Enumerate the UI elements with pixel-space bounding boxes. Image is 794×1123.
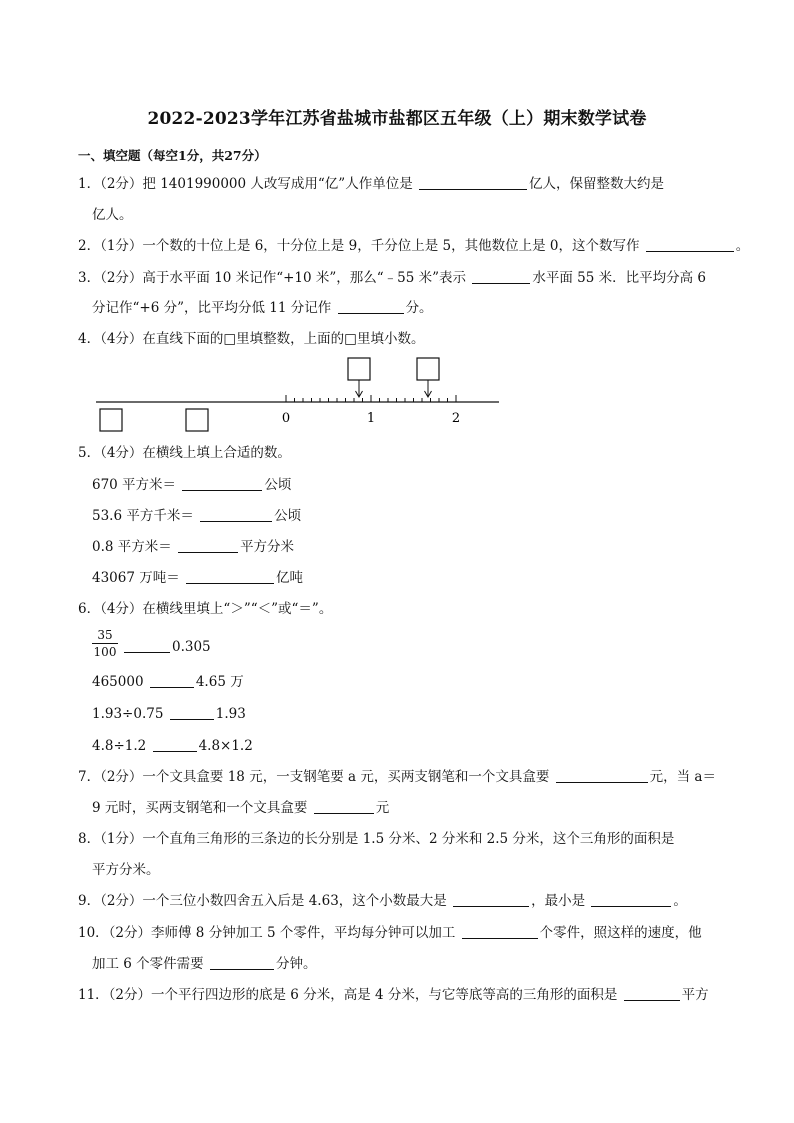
question-10-cont: 加工 6 个零件需要 分钟。	[92, 956, 317, 972]
fraction-numerator: 35	[92, 628, 118, 644]
question-8: 8．（1分）一个直角三角形的三条边的长分别是 1.5 分米、2 分米和 2.5 分米，这个三角形的面积是	[78, 831, 675, 847]
answer-blank[interactable]	[182, 476, 262, 491]
question-3-cont: 分记作“+6 分”，比平均分低 11 分记作 分。	[92, 300, 433, 316]
answer-blank[interactable]	[646, 237, 734, 252]
answer-blank[interactable]	[186, 569, 274, 584]
answer-blank[interactable]	[150, 673, 194, 688]
answer-blank[interactable]	[453, 892, 529, 907]
question-3: 3．（2分）高于水平面 10 米记作“+10 米”，那么“﹣55 米”表示 水平面 55 米．比平均分高 6	[78, 270, 706, 286]
answer-blank[interactable]	[624, 986, 680, 1001]
question-6: 6．（4分）在横线里填上“＞”“＜”或“＝”。	[78, 601, 333, 617]
conversion-row: 670 平方米＝ 公顷	[92, 477, 292, 493]
question-10: 10．（2分）李师傅 8 分钟加工 5 个零件，平均每分钟可以加工 个零件，照这样的速度，他	[78, 925, 702, 941]
tick-marks	[286, 395, 456, 402]
compare-row: 4.8÷1.2 4.8×1.2	[92, 738, 253, 754]
compare-row: 0.305	[122, 638, 211, 656]
integer-answer-box[interactable]	[186, 409, 208, 431]
page-title: 2022-2023学年江苏省盐城市盐都区五年级（上）期末数学试卷	[147, 109, 647, 129]
answer-blank[interactable]	[200, 507, 272, 522]
answer-blank[interactable]	[556, 768, 648, 783]
question-2: 2．（1分）一个数的十位上是 6，十分位上是 9，千分位上是 5，其他数位上是 0，这个数写作 。	[78, 238, 750, 254]
tick-label: 0	[281, 411, 291, 426]
answer-blank[interactable]	[153, 737, 197, 752]
answer-blank[interactable]	[591, 892, 671, 907]
answer-blank[interactable]	[314, 799, 374, 814]
question-1-cont: 亿人。	[92, 207, 133, 223]
conversion-row: 43067 万吨＝ 亿吨	[92, 570, 304, 586]
number-line-figure	[90, 352, 510, 432]
question-11: 11．（2分）一个平行四边形的底是 6 分米，高是 4 分米，与它等底等高的三角形的面积是 平方	[78, 987, 709, 1003]
question-9: 9．（2分）一个三位小数四舍五入后是 4.63，这个小数最大是 ，最小是 。	[78, 893, 687, 909]
question-8-cont: 平方分米。	[92, 862, 160, 878]
integer-answer-box[interactable]	[100, 409, 122, 431]
answer-blank[interactable]	[472, 269, 530, 284]
tick-label: 2	[451, 411, 461, 426]
decimal-answer-box[interactable]	[348, 358, 370, 380]
tick-label: 1	[366, 411, 376, 426]
answer-blank[interactable]	[124, 638, 170, 653]
answer-blank[interactable]	[178, 538, 238, 553]
compare-row: 1.93÷0.75 1.93	[92, 706, 246, 722]
question-4: 4．（4分）在直线下面的□里填整数，上面的□里填小数。	[78, 331, 425, 347]
question-7: 7．（2分）一个文具盒要 18 元，一支钢笔要 a 元，买两支钢笔和一个文具盒要 元，当 a＝	[78, 769, 716, 785]
conversion-row: 53.6 平方千米＝ 公顷	[92, 508, 302, 524]
answer-blank[interactable]	[419, 175, 527, 190]
answer-blank[interactable]	[338, 299, 404, 314]
decimal-answer-box[interactable]	[417, 358, 439, 380]
answer-blank[interactable]	[170, 705, 214, 720]
answer-blank[interactable]	[462, 924, 538, 939]
answer-blank[interactable]	[210, 955, 274, 970]
question-1: 1．（2分）把 1401990000 人改写成用“亿”人作单位是 亿人，保留整数大约是	[78, 176, 665, 192]
fraction-denominator: 100	[93, 645, 117, 659]
section-heading: 一、填空题（每空1分，共27分）	[78, 148, 267, 163]
compare-row: 465000 4.65 万	[92, 674, 244, 690]
question-5: 5．（4分）在横线上填上合适的数。	[78, 445, 291, 461]
conversion-row: 0.8 平方米＝ 平方分米	[92, 539, 295, 555]
fraction	[92, 628, 118, 659]
question-7-cont: 9 元时，买两支钢笔和一个文具盒要 元	[92, 800, 390, 816]
